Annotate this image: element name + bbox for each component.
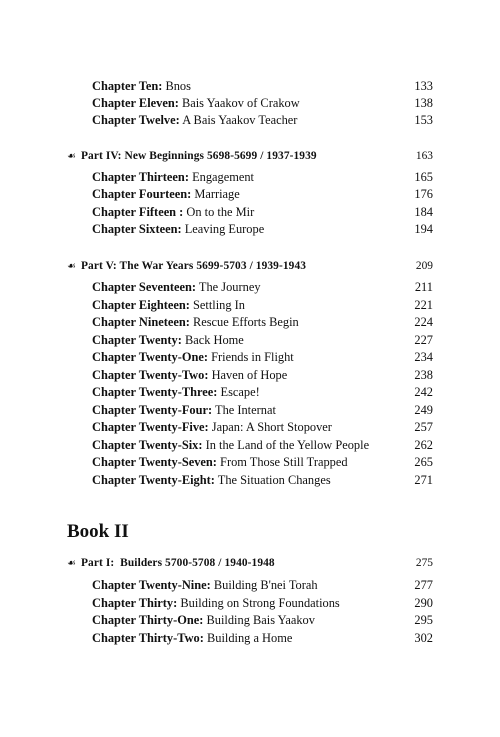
page-number: 238 (414, 368, 433, 382)
chapter-label: Chapter Thirty: (92, 596, 178, 610)
chapter-label: Chapter Twenty: (92, 333, 182, 347)
page-number: 184 (414, 205, 433, 219)
page-number: 249 (414, 403, 433, 417)
chapter-title: Back Home (184, 333, 244, 347)
chapter-label: Chapter Twenty-Three: (92, 385, 218, 399)
page-number: 163 (415, 150, 433, 162)
chapter-label: Chapter Fifteen : (92, 205, 184, 219)
page-number: 209 (415, 260, 433, 272)
chapter-title: Bnos (165, 79, 191, 93)
page-number: 227 (414, 333, 433, 347)
chapter-title: Building on Strong Foundations (180, 596, 340, 610)
part-title: Part IV: New Beginnings 5698-5699 / 1937-1939 (81, 150, 317, 162)
page-number: 290 (414, 596, 433, 610)
chapter-title: Rescue Efforts Begin (192, 315, 299, 329)
chapter-title: Building a Home (206, 631, 293, 645)
page-number: 194 (414, 222, 433, 236)
chapter-title: In the Land of the Yellow People (205, 438, 370, 452)
page-number: 275 (415, 557, 433, 569)
page-number: 277 (414, 578, 433, 592)
page-number: 302 (414, 631, 433, 645)
chapter-title: Bais Yaakov of Crakow (181, 96, 300, 110)
page-number: 211 (414, 280, 433, 294)
page-number: 133 (414, 79, 433, 93)
chapter-title: Friends in Flight (211, 350, 294, 364)
chapter-title: Engagement (192, 170, 254, 184)
chapter-label: Chapter Eleven: (92, 96, 179, 110)
chapter-label: Chapter Eighteen: (92, 298, 190, 312)
page-number: 176 (414, 187, 433, 201)
page-number: 221 (414, 298, 433, 312)
page-number: 224 (414, 315, 433, 329)
page-number: 257 (414, 420, 433, 434)
page-number: 295 (414, 613, 433, 627)
chapter-label: Chapter Fourteen: (92, 187, 192, 201)
chapter-label: Chapter Twelve: (92, 113, 180, 127)
chapter-label: Chapter Twenty-Two: (92, 368, 209, 382)
chapter-title: Settling In (192, 298, 245, 312)
fleuron-icon: ☙ (67, 558, 76, 569)
fleuron-icon: ☙ (67, 261, 76, 272)
chapter-title: On to the Mir (186, 205, 255, 219)
chapter-label: Chapter Thirty-Two: (92, 631, 204, 645)
chapter-title: The Journey (198, 280, 261, 294)
page-number: 234 (414, 350, 433, 364)
chapter-label: Chapter Twenty-Four: (92, 403, 213, 417)
chapter-title: Leaving Europe (184, 222, 265, 236)
chapter-title: Building Bais Yaakov (206, 613, 315, 627)
chapter-title: A Bais Yaakov Teacher (182, 113, 298, 127)
chapter-title: Japan: A Short Stopover (211, 420, 332, 434)
page-number: 271 (414, 473, 433, 487)
part-title: Part V: The War Years 5699-5703 / 1939-1943 (81, 260, 307, 272)
chapter-title: The Situation Changes (217, 473, 331, 487)
chapter-label: Chapter Ten: (92, 79, 163, 93)
page-number: 265 (414, 455, 433, 469)
book-heading: Book II (67, 521, 129, 542)
chapter-label: Chapter Twenty-Five: (92, 420, 209, 434)
chapter-title: Building B'nei Torah (213, 578, 318, 592)
chapter-label: Chapter Twenty-Seven: (92, 455, 217, 469)
chapter-title: Marriage (194, 187, 240, 201)
page-number: 242 (414, 385, 433, 399)
chapter-label: Chapter Twenty-Eight: (92, 473, 215, 487)
chapter-label: Chapter Twenty-Nine: (92, 578, 211, 592)
chapter-label: Chapter Twenty-Six: (92, 438, 203, 452)
chapter-label: Chapter Seventeen: (92, 280, 197, 294)
chapter-title: Escape! (220, 385, 260, 399)
chapter-label: Chapter Sixteen: (92, 222, 182, 236)
chapter-label: Chapter Thirteen: (92, 170, 189, 184)
page-number: 153 (414, 113, 433, 127)
page-number: 165 (414, 170, 433, 184)
fleuron-icon: ☙ (67, 151, 76, 162)
chapter-title: The Internat (215, 403, 276, 417)
chapter-title: Haven of Hope (211, 368, 288, 382)
page-number: 138 (414, 96, 433, 110)
chapter-label: Chapter Twenty-One: (92, 350, 208, 364)
page-number: 262 (414, 438, 433, 452)
part-title: Part I: Builders 5700-5708 / 1940-1948 (81, 557, 275, 569)
chapter-label: Chapter Nineteen: (92, 315, 190, 329)
chapter-label: Chapter Thirty-One: (92, 613, 204, 627)
chapter-title: From Those Still Trapped (220, 455, 348, 469)
